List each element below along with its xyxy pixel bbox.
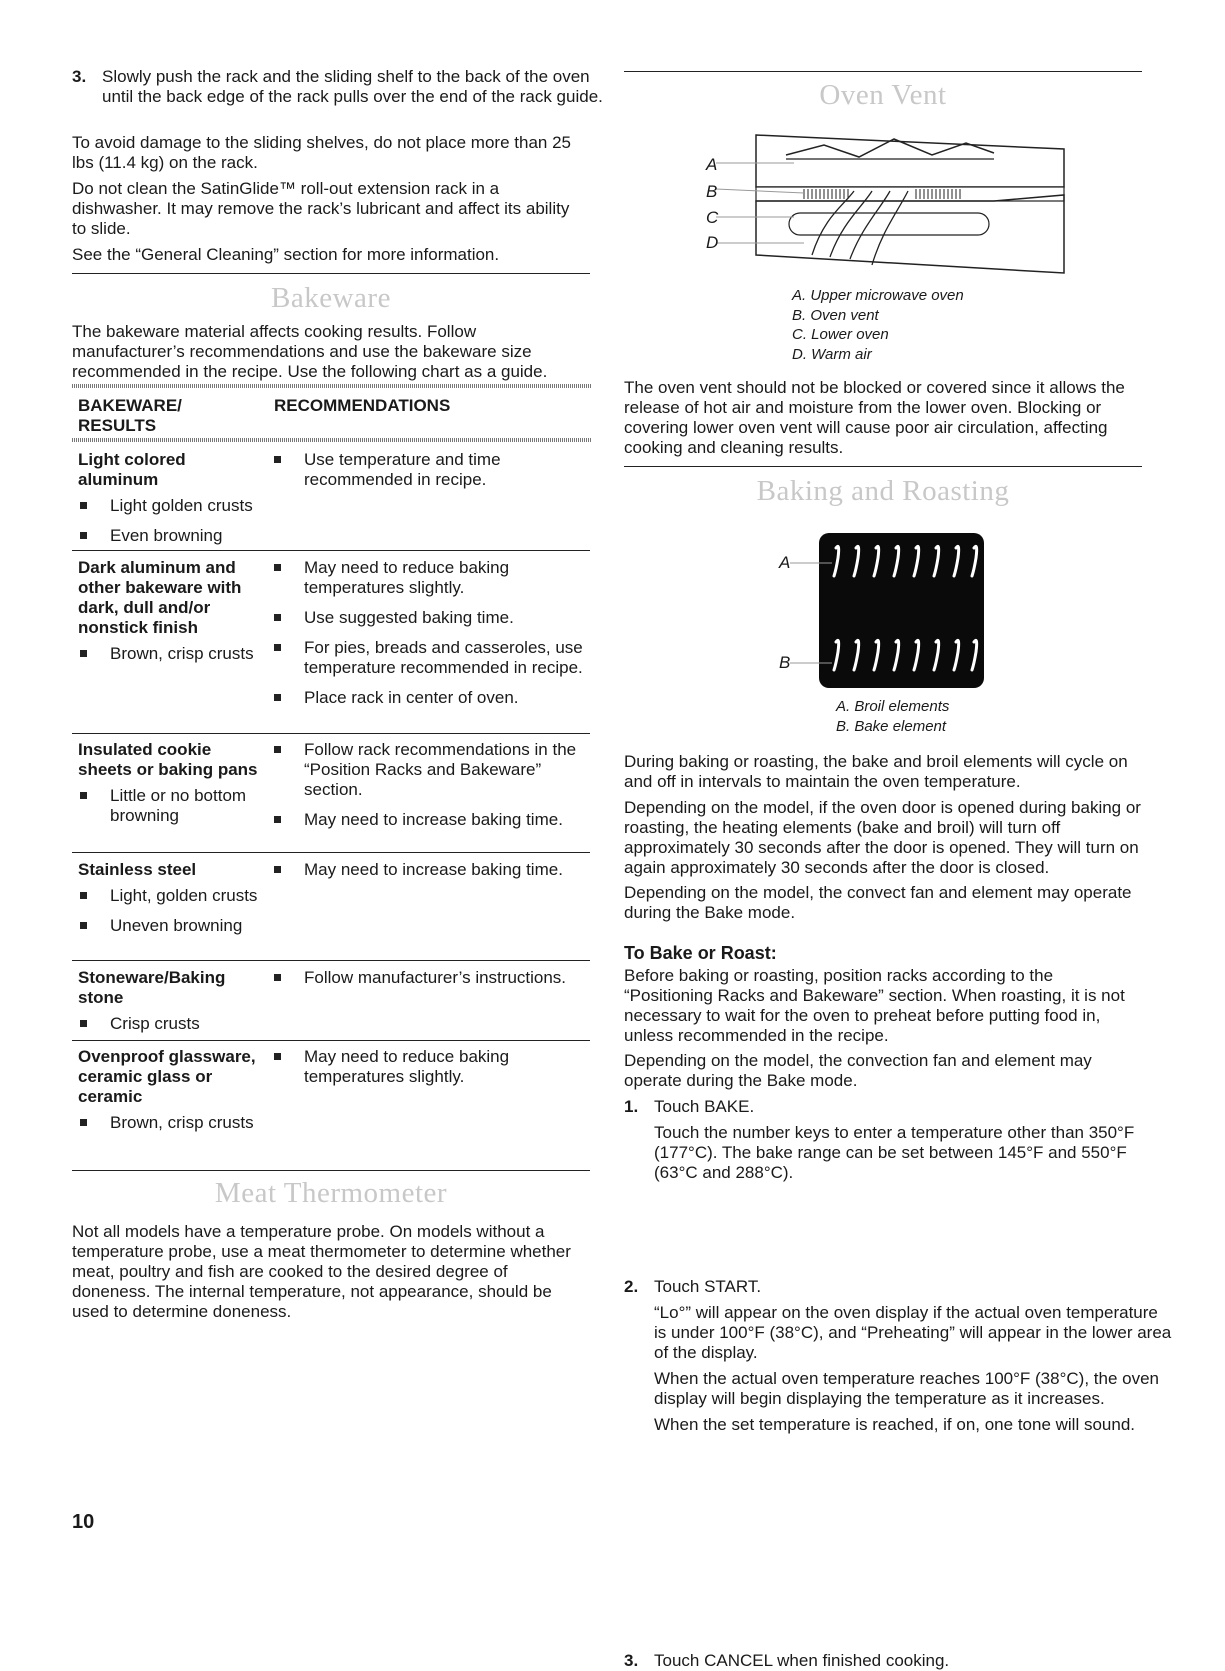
clean-paragraph: Do not clean the SatinGlide™ roll-out extension rack in a dishwasher. It may remove the rack’s lubricant and affect its ability to slide. bbox=[72, 179, 570, 238]
table-row bbox=[78, 860, 268, 936]
step-3 bbox=[72, 67, 620, 107]
step-text: Touch CANCEL when finished cooking. bbox=[654, 1651, 950, 1670]
step-number: 2. bbox=[624, 1277, 639, 1296]
result-item: Brown, crisp crusts bbox=[78, 1113, 268, 1133]
step-text: Touch BAKE. bbox=[654, 1097, 755, 1116]
vent-label-c: C bbox=[706, 208, 719, 227]
recommendations-cell bbox=[272, 1047, 590, 1087]
result-item: Light golden crusts bbox=[78, 496, 268, 516]
recommendation-item: May need to reduce baking temperatures slightly. bbox=[272, 558, 590, 598]
section-divider bbox=[624, 71, 1142, 72]
element-label-b: B bbox=[779, 653, 791, 672]
step-detail: “Lo°” will appear on the oven display if the actual oven temperature is under 100°F (38°C), and “Preheating” will appear in the lower area of the display. bbox=[654, 1303, 1172, 1362]
step-detail: When the set temperature is reached, if on, one tone will sound. bbox=[654, 1415, 1135, 1434]
step-1 bbox=[624, 1097, 1174, 1183]
see-paragraph: See the “General Cleaning” section for more information. bbox=[72, 245, 500, 264]
vent-label-b: B bbox=[706, 182, 718, 201]
oven-vent-title: Oven Vent bbox=[819, 79, 947, 111]
table-row bbox=[78, 450, 268, 546]
row-divider bbox=[72, 733, 590, 734]
recommendation-item: May need to reduce baking temperatures slightly. bbox=[272, 1047, 590, 1087]
step-3 bbox=[624, 1651, 1174, 1671]
baking-paragraph-2: Depending on the model, if the oven door is opened during baking or roasting, the heating elements (bake and broil) will turn off approximately 30 seconds after the door is opened. They will turn on again approximately 30 seconds after the door is closed. bbox=[624, 798, 1141, 877]
vent-label-a: A bbox=[706, 155, 718, 174]
right-column bbox=[624, 0, 1172, 1670]
oven-elements-diagram bbox=[774, 530, 994, 690]
caption-broil-elements: A. Broil elements bbox=[836, 698, 950, 715]
recommendation-item: Place rack in center of oven. bbox=[272, 688, 590, 708]
row-divider bbox=[72, 1040, 590, 1041]
element-label-a: A bbox=[779, 553, 791, 572]
bake-roast-heading: To Bake or Roast: bbox=[624, 943, 777, 963]
recommendation-item: Follow manufacturer’s instructions. bbox=[272, 968, 590, 988]
caption-lower-oven: C. Lower oven bbox=[792, 326, 889, 343]
caption-upper-microwave: A. Upper microwave oven bbox=[792, 287, 964, 304]
section-divider bbox=[72, 1170, 590, 1171]
bakeware-name: Stoneware/Baking stone bbox=[78, 968, 226, 1007]
result-item: Uneven browning bbox=[78, 916, 268, 936]
left-column bbox=[72, 0, 603, 1533]
meat-thermometer-title: Meat Thermometer bbox=[214, 1177, 448, 1209]
table-header-bakeware: BAKEWARE/ RESULTS bbox=[78, 396, 182, 435]
recommendation-item: Follow rack recommendations in the “Position Racks and Bakeware” section. bbox=[272, 740, 590, 800]
recommendations-cell bbox=[272, 860, 590, 880]
row-divider bbox=[72, 550, 590, 551]
vent-captions bbox=[792, 286, 964, 364]
table-row bbox=[78, 558, 268, 664]
baking-paragraph-3: Depending on the model, the convect fan and element may operate during the Bake mode. bbox=[624, 883, 1132, 922]
baking-paragraph-1: During baking or roasting, the bake and broil elements will cycle on and off in intervals to maintain the oven temperature. bbox=[624, 752, 1128, 791]
result-item: Light, golden crusts bbox=[78, 886, 268, 906]
row-divider bbox=[72, 960, 590, 961]
result-item: Crisp crusts bbox=[78, 1014, 268, 1034]
recommendation-item: For pies, breads and casseroles, use temperature recommended in recipe. bbox=[272, 638, 590, 678]
page-number: 10 bbox=[72, 1511, 95, 1533]
recommendations-cell bbox=[272, 450, 590, 490]
table-row bbox=[78, 740, 268, 826]
table-header-rule bbox=[72, 438, 592, 442]
step-number: 1. bbox=[624, 1097, 639, 1116]
result-item: Little or no bottom browning bbox=[78, 786, 268, 826]
vent-paragraph: The oven vent should not be blocked or covered since it allows the release of hot air and moisture from the lower oven. Blocking or covering lower oven vent will cause poor air circulation, affecting cooking and cleaning results. bbox=[624, 378, 1125, 457]
recommendation-item: Use temperature and time recommended in recipe. bbox=[272, 450, 590, 490]
step-number: 3. bbox=[72, 67, 87, 86]
vent-label-d: D bbox=[706, 233, 719, 252]
bakeware-name: Dark aluminum and other bakeware with dark, dull and/or nonstick finish bbox=[78, 558, 242, 637]
step-text: Slowly push the rack and the sliding shelf to the back of the oven until the back edge of the rack pulls over the end of the rack guide. bbox=[102, 67, 603, 106]
recommendation-item: May need to increase baking time. bbox=[272, 860, 590, 880]
caption-oven-vent: B. Oven vent bbox=[792, 306, 879, 324]
recommendation-item: Use suggested baking time. bbox=[272, 608, 590, 628]
baking-roasting-title: Baking and Roasting bbox=[756, 475, 1010, 507]
element-captions bbox=[836, 697, 949, 736]
oven-vent-diagram bbox=[694, 125, 1074, 285]
bakeware-name: Light colored aluminum bbox=[78, 450, 186, 489]
step-detail: When the actual oven temperature reaches 100°F (38°C), the oven display will begin displaying the temperature as it increases. bbox=[654, 1369, 1159, 1408]
recommendations-cell bbox=[272, 558, 590, 708]
step-number: 3. bbox=[624, 1651, 639, 1670]
bakeware-name: Stainless steel bbox=[78, 860, 197, 879]
roast-paragraph-1: Before baking or roasting, position racks according to the “Positioning Racks and Bakeware” section. When roasting, it is not necessary to wait for the oven to preheat before putting food in, unless recommended in the recipe. bbox=[624, 966, 1125, 1045]
table-row bbox=[78, 968, 268, 1034]
table-header-recommendations: RECOMMENDATIONS bbox=[274, 396, 451, 415]
roast-paragraph-2: Depending on the model, the convection fan and element may operate during the Bake mode. bbox=[624, 1051, 1092, 1090]
bakeware-intro: The bakeware material affects cooking results. Follow manufacturer’s recommendations and use the bakeware size recommended in the recipe. Use the following chart as a guide. bbox=[72, 322, 548, 381]
bakeware-name: Ovenproof glassware, ceramic glass or ceramic bbox=[78, 1047, 256, 1106]
recommendations-cell bbox=[272, 968, 590, 988]
caption-warm-air: D. Warm air bbox=[792, 345, 872, 363]
result-item: Even browning bbox=[78, 526, 268, 546]
result-item: Brown, crisp crusts bbox=[78, 644, 268, 664]
caption-bake-element: B. Bake element bbox=[836, 717, 947, 735]
table-row bbox=[78, 1047, 268, 1133]
recommendations-cell bbox=[272, 740, 590, 830]
section-divider bbox=[624, 466, 1142, 467]
meat-thermometer-text: Not all models have a temperature probe. On models without a temperature probe, use a meat thermometer to determine whether meat, poultry and fish are cooked to the desired degree of doneness. The internal temperature, not appearance, should be used to determine doneness. bbox=[72, 1222, 571, 1321]
step-2 bbox=[624, 1277, 1174, 1435]
bakeware-title: Bakeware bbox=[271, 282, 391, 314]
bakeware-name: Insulated cookie sheets or baking pans bbox=[78, 740, 258, 779]
row-divider bbox=[72, 852, 590, 853]
recommendation-item: May need to increase baking time. bbox=[272, 810, 590, 830]
table-top-rule bbox=[72, 384, 592, 388]
section-divider bbox=[72, 273, 590, 274]
damage-paragraph: To avoid damage to the sliding shelves, do not place more than 25 lbs (11.4 kg) on the rack. bbox=[72, 133, 571, 172]
step-text: Touch START. bbox=[654, 1277, 762, 1296]
step-detail: Touch the number keys to enter a temperature other than 350°F (177°C). The bake range can be set between 145°F and 550°F (63°C and 288°C). bbox=[654, 1123, 1135, 1182]
